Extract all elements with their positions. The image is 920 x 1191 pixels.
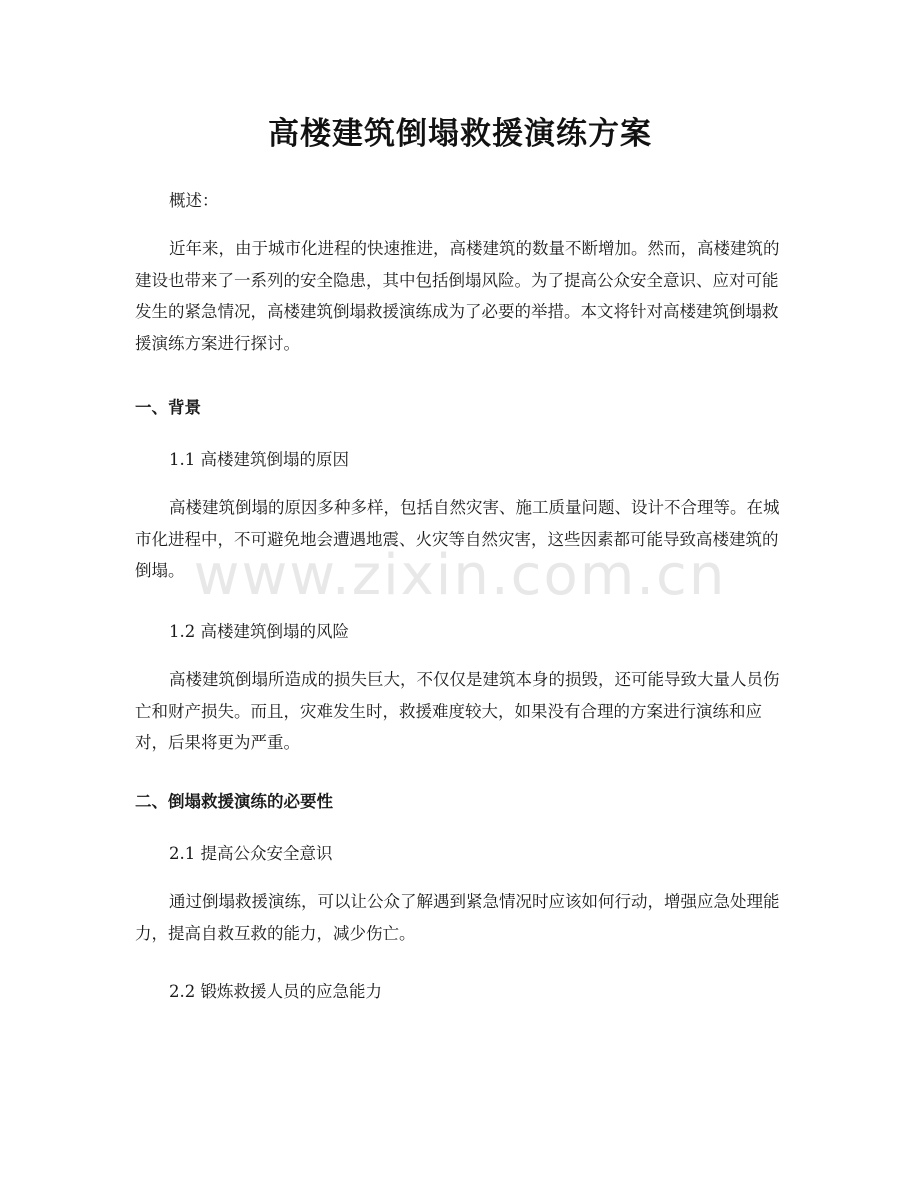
subsection-title-awareness: 2.1 提高公众安全意识 [169,844,333,863]
document-title: 高楼建筑倒塌救援演练方案 [268,116,652,152]
overview-label: 概述： [169,191,219,210]
watermark-text: www.zixin.com.cn [193,543,727,608]
subsection-title-causes: 1.1 高楼建筑倒塌的原因 [169,450,349,469]
awareness-paragraph: 通过倒塌救援演练，可以让公众了解遇到紧急情况时应该如何行动，增强应急处理能力，提高自救互救的能力，减少伤亡。 [135,892,780,943]
section-heading-background: 一、背景 [135,398,201,417]
subsection-title-training: 2.2 锻炼救援人员的应急能力 [169,982,382,1001]
risks-paragraph: 高楼建筑倒塌所造成的损失巨大，不仅仅是建筑本身的损毁，还可能导致大量人员伤亡和财产损失。而且，灾难发生时，救援难度较大，如果没有合理的方案进行演练和应对，后果将更为严重。 [135,670,780,752]
causes-paragraph: 高楼建筑倒塌的原因多种多样，包括自然灾害、施工质量问题、设计不合理等。在城市化进程中，不可避免地会遭遇地震、火灾等自然灾害，这些因素都可能导致高楼建筑的倒塌。 [135,498,780,580]
section-heading-necessity: 二、倒塌救援演练的必要性 [135,792,333,811]
intro-paragraph: 近年来，由于城市化进程的快速推进，高楼建筑的数量不断增加。然而，高楼建筑的建设也带来了一系列的安全隐患，其中包括倒塌风险。为了提高公众安全意识、应对可能发生的紧急情况，高楼建筑倒塌救援演练成为了必要的举措。本文将针对高楼建筑倒塌救援演练方案进行探讨。 [135,239,780,353]
subsection-title-risks: 1.2 高楼建筑倒塌的风险 [169,622,349,641]
